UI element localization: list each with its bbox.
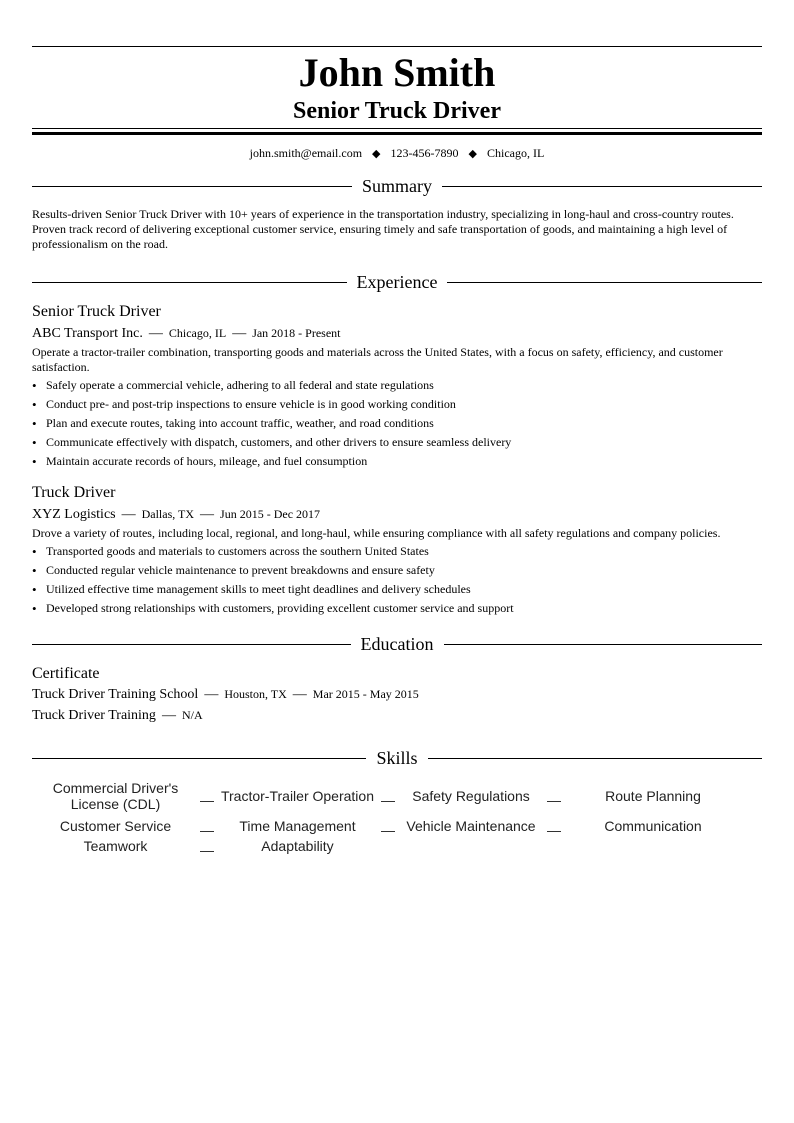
contact-phone[interactable]: 123-456-7890	[390, 146, 459, 160]
candidate-name: John Smith	[298, 50, 496, 95]
section-title: Skills	[376, 748, 418, 768]
contact-location: Chicago, IL	[486, 146, 545, 160]
skill-item: Commercial Driver's License (CDL)	[52, 780, 179, 812]
job-bullets	[32, 544, 762, 616]
skills-row	[32, 836, 762, 856]
summary-text: Results-driven Senior Truck Driver with 10+ years of experience in the transportation industry, specializing in long-haul and cross-country routes. Proven track record of delivering exceptional customer service, ensuring timely and safe transportation of goods, and maintaining a high level of professionalism on the road.	[32, 207, 734, 251]
job-bullets	[32, 378, 762, 469]
dash-separator: —	[204, 687, 219, 702]
dash-separator: —	[161, 708, 176, 723]
job-location: Dallas, TX	[141, 507, 195, 521]
list-item: • Conduct pre- and post-trip inspections to ensure vehicle is in good working condition	[32, 397, 456, 412]
resume-page	[32, 46, 762, 856]
bullet-icon: •	[32, 563, 37, 578]
bullet-icon: •	[32, 416, 37, 431]
section-title: Experience	[356, 272, 438, 292]
heading-rule-right	[428, 758, 762, 759]
dash-separator: —	[232, 326, 247, 341]
diamond-icon: ◆	[468, 148, 477, 160]
job-description: Operate a tractor-trailer combination, transporting goods and materials across the United States, with a focus on safety, efficiency, and customer satisfaction.	[32, 345, 723, 374]
diamond-icon: ◆	[372, 148, 381, 160]
list-item: • Utilized effective time management skills to meet tight deadlines and delivery schedules	[32, 582, 471, 597]
job-title: Truck Driver	[32, 484, 116, 501]
skill-item: Adaptability	[261, 838, 334, 854]
bullet-icon: •	[32, 454, 37, 469]
contact-email[interactable]: john.smith@email.com	[249, 146, 363, 160]
dash-separator: —	[381, 792, 395, 808]
list-item: • Safely operate a commercial vehicle, adhering to all federal and state regulations	[32, 378, 434, 393]
header-thin-rule	[32, 128, 762, 129]
job-dates: Jan 2018 - Present	[252, 326, 341, 340]
skill-item: Customer Service	[59, 818, 172, 834]
list-item: • Maintain accurate records of hours, mileage, and fuel consumption	[32, 454, 368, 469]
bullet-icon: •	[32, 601, 37, 616]
education-field-note: N/A	[181, 708, 203, 722]
candidate-title: Senior Truck Driver	[293, 98, 501, 124]
dash-separator: —	[200, 842, 214, 858]
dash-separator: —	[547, 792, 561, 808]
skill-item: Tractor-Trailer Operation	[220, 788, 374, 804]
education-field-line	[32, 705, 762, 726]
dash-separator: —	[121, 507, 136, 522]
job-dates: Jun 2015 - Dec 2017	[220, 507, 321, 521]
list-item: • Transported goods and materials to customers across the southern United States	[32, 544, 429, 559]
dash-separator: —	[381, 822, 395, 838]
dash-separator: —	[292, 687, 307, 702]
education-location: Houston, TX	[224, 687, 287, 701]
skills-row	[32, 816, 762, 836]
education-degree: Certificate	[32, 665, 100, 682]
job-company: XYZ Logistics	[32, 507, 116, 522]
job-entry	[32, 483, 762, 616]
job-meta	[32, 324, 762, 343]
heading-rule-left	[32, 282, 347, 283]
section-title: Summary	[362, 176, 432, 196]
summary-heading	[32, 174, 762, 198]
heading-rule-right	[447, 282, 762, 283]
bullet-icon: •	[32, 378, 37, 393]
skill-item: Vehicle Maintenance	[406, 818, 536, 834]
list-item: • Developed strong relationships with customers, providing excellent customer service and support	[32, 601, 514, 616]
bullet-icon: •	[32, 582, 37, 597]
job-meta	[32, 505, 762, 524]
header-thick-rule	[32, 132, 762, 135]
education-field: Truck Driver Training	[32, 708, 156, 723]
skill-item: Communication	[604, 818, 702, 834]
list-item: • Conducted regular vehicle maintenance to prevent breakdowns and ensure safety	[32, 563, 435, 578]
skills-heading	[32, 746, 762, 770]
bullet-icon: •	[32, 435, 37, 450]
heading-rule-right	[442, 186, 762, 187]
education-heading	[32, 632, 762, 656]
skill-item: Route Planning	[605, 788, 701, 804]
bullet-icon: •	[32, 397, 37, 412]
dash-separator: —	[200, 822, 214, 838]
heading-rule-left	[32, 758, 366, 759]
education-school-line	[32, 684, 762, 705]
heading-rule-left	[32, 186, 352, 187]
skill-item: Safety Regulations	[412, 788, 530, 804]
job-location: Chicago, IL	[168, 326, 227, 340]
contact-line	[32, 145, 762, 162]
skills-row	[32, 780, 762, 812]
list-item: • Plan and execute routes, taking into account traffic, weather, and road conditions	[32, 416, 434, 431]
heading-rule-left	[32, 644, 351, 645]
section-title: Education	[360, 634, 434, 654]
skills-grid	[32, 780, 762, 856]
list-item: • Communicate effectively with dispatch, customers, and other drivers to ensure seamless delivery	[32, 435, 512, 450]
job-description: Drove a variety of routes, including local, regional, and long-haul, while ensuring compliance with all safety regulations and company policies.	[32, 526, 721, 540]
skill-item: Teamwork	[83, 838, 148, 854]
dash-separator: —	[148, 326, 163, 341]
dash-separator: —	[200, 507, 215, 522]
education-dates: Mar 2015 - May 2015	[312, 687, 419, 701]
heading-rule-right	[444, 644, 763, 645]
education-entry	[32, 664, 762, 726]
job-title: Senior Truck Driver	[32, 303, 161, 320]
bullet-icon: •	[32, 544, 37, 559]
experience-heading	[32, 270, 762, 294]
job-company: ABC Transport Inc.	[32, 326, 143, 341]
education-school: Truck Driver Training School	[32, 687, 199, 702]
job-entry	[32, 302, 762, 469]
header-top-rule	[32, 46, 762, 47]
dash-separator: —	[547, 822, 561, 838]
dash-separator: —	[200, 792, 214, 808]
skill-item: Time Management	[239, 818, 356, 834]
